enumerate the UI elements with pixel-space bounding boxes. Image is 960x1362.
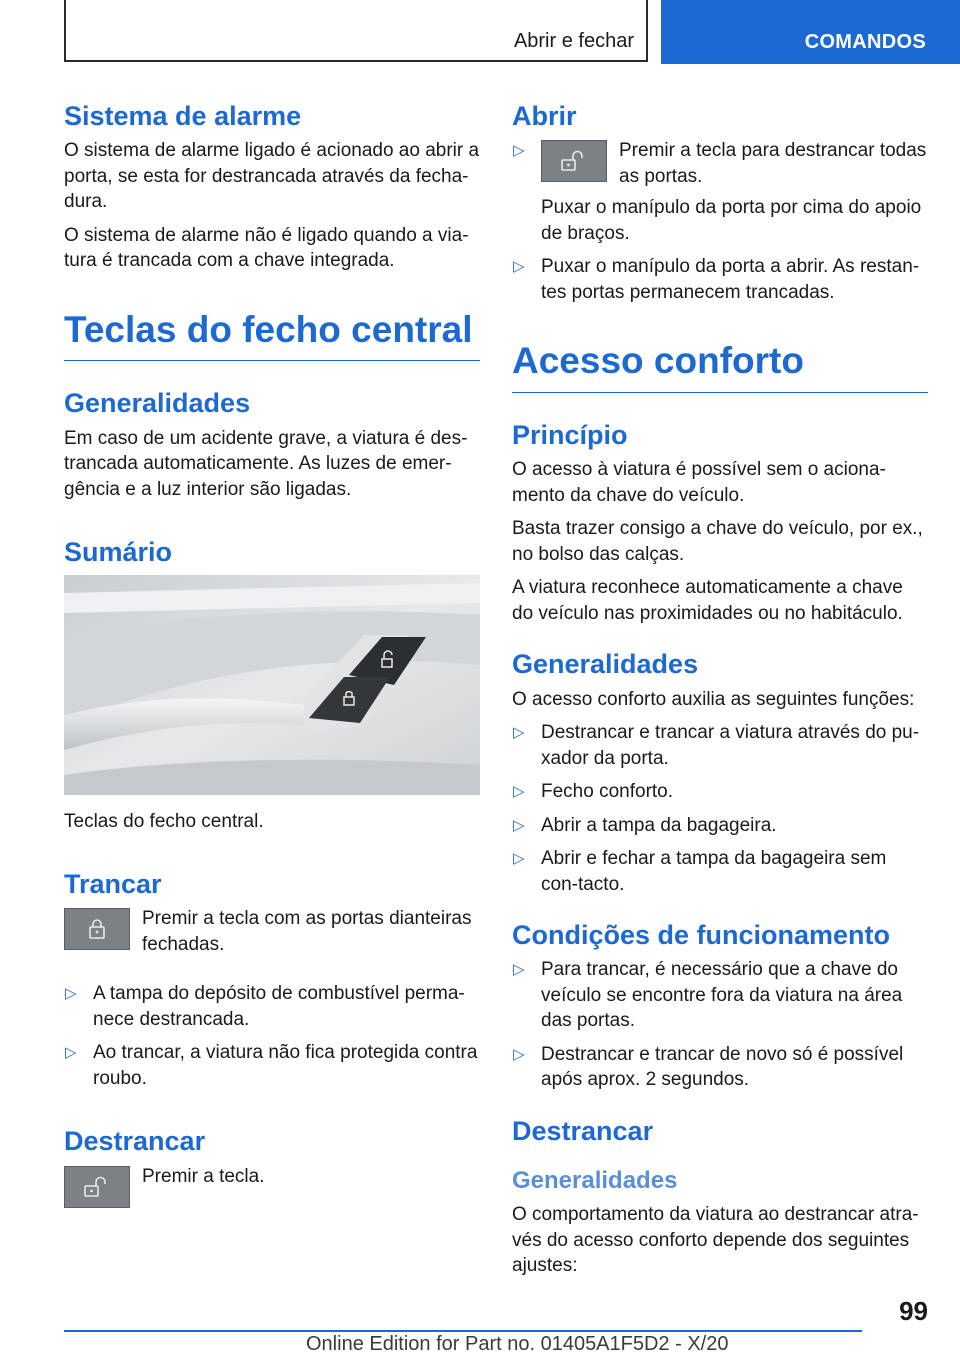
list-item: ▷ Para trancar, é necessário que a chave do veículo se encontre fora da viatura na área das portas. (513, 959, 903, 1032)
principle-paragraph-2: Basta trazer consigo a chave do veículo, por ex., no bolso das calças. (512, 518, 923, 565)
comfort-unlock-subheading: Generalidades (512, 1167, 678, 1195)
open-bullet-list (512, 138, 928, 305)
open-heading: Abrir (512, 101, 577, 131)
unlock-key-row (64, 1164, 480, 1208)
comfort-unlock-paragraph: O comportamento da viatura ao destrancar atra‐vés do acesso conforto depende dos seguintes ajustes: (512, 1204, 919, 1277)
conditions-bullet-list (512, 957, 928, 1093)
footer-divider (64, 1330, 862, 1332)
list-item: ▷ Fecho conforto. (512, 779, 928, 805)
comfort-general-paragraph: O acesso conforto auxilia as seguintes funções: (512, 688, 915, 710)
unlock-key-icon (541, 140, 607, 182)
list-item: ▷ Destrancar e trancar a viatura através do pu‐xador da porta. (513, 722, 920, 769)
bullet-icon: ▷ (513, 816, 525, 834)
bullet-icon: ▷ (65, 985, 77, 1003)
open-instruction: Premir a tecla para destrancar todas as portas. (619, 140, 927, 187)
list-item: ▷ Ao trancar, a viatura não fica protegida contra roubo. (65, 1042, 478, 1089)
alarm-heading: Sistema de alarme (64, 101, 302, 131)
header-chapter-tab (661, 0, 960, 64)
alarm-paragraph-1: O sistema de alarme ligado é acionado ao abrir a porta, se esta for destrancada através da fecha‐dura. (64, 140, 480, 213)
principle-paragraph-1: O acesso à viatura é possível sem o aciona‐mento da chave do veículo. (512, 459, 886, 506)
conditions-heading: Condições de funcionamento (512, 920, 891, 951)
edition-note: Online Edition for Part no. 01405A1F5D2 - X/20 (306, 1333, 729, 1355)
bullet-icon: ▷ (513, 850, 525, 868)
list-item: ▷ Abrir a tampa da bagageira. (512, 813, 928, 839)
right-column (512, 100, 928, 1287)
open-key-row (541, 138, 928, 189)
lock-icon (87, 918, 107, 940)
general-paragraph: Em caso de um acidente grave, a viatura é des‐trancada automaticamente. As luzes de emer‐gência e a luz interior são ligadas. (64, 427, 468, 500)
unlock-icon (560, 150, 588, 172)
unlock-icon (83, 1176, 111, 1198)
bullet-icon: ▷ (513, 961, 525, 979)
bullet-icon: ▷ (513, 724, 525, 742)
left-column (64, 100, 480, 1218)
summary-heading: Sumário (64, 537, 173, 568)
bullet-icon: ▷ (65, 1044, 77, 1062)
header-chapter-title: COMANDOS (804, 31, 926, 53)
principle-paragraph-3: A viatura reconhece automaticamente a chave do veículo nas proximidades ou no habitáculo. (512, 577, 903, 624)
bullet-icon: ▷ (513, 783, 525, 801)
page-number: 99 (899, 1296, 928, 1326)
unlock-key-icon (64, 1166, 130, 1208)
principle-heading: Princípio (512, 419, 628, 450)
bullet-icon: ▷ (513, 258, 525, 276)
lock-key-row (64, 906, 480, 957)
list-item: ▷ Puxar o manípulo da porta a abrir. As restan‐tes portas permanecem trancadas. (513, 256, 920, 303)
list-item: ▷ Abrir e fechar a tampa da bagageira sem con‐tacto. (513, 848, 887, 895)
list-item: ▷ A tampa do depósito de combustível perma‐nece destrancada. (65, 983, 465, 1030)
comfort-general-heading: Generalidades (512, 649, 699, 680)
bullet-icon: ▷ (513, 1045, 525, 1063)
bullet-icon: ▷ (513, 142, 525, 160)
list-item: ▷ Destrancar e trancar de novo só é possível após aprox. 2 segundos. (513, 1043, 904, 1091)
unlock-instruction: Premir a tecla. (142, 1165, 265, 1187)
lock-heading: Trancar (64, 869, 162, 900)
unlock-heading: Destrancar (64, 1126, 206, 1157)
list-item (512, 138, 928, 246)
central-locking-heading: Teclas do fecho central (64, 308, 480, 361)
header-section-box (64, 0, 648, 62)
lock-key-icon (64, 908, 130, 950)
comfort-bullet-list (512, 720, 928, 897)
header-section-title: Abrir e fechar (513, 30, 634, 52)
lock-bullet-list (64, 981, 480, 1091)
lock-instruction: Premir a tecla com as portas dianteiras fechadas. (142, 908, 472, 955)
image-caption: Teclas do fecho central. (64, 810, 264, 832)
alarm-paragraph-2: O sistema de alarme não é ligado quando a via‐tura é trancada com a chave integrada. (64, 224, 469, 272)
open-instruction-sub: Puxar o manípulo da porta por cima do apoio de braços. (541, 197, 922, 244)
general-heading: Generalidades (64, 388, 251, 419)
door-handle-photo (64, 575, 480, 795)
comfort-unlock-heading: Destrancar (512, 1115, 654, 1146)
comfort-access-heading: Acesso conforto (512, 339, 928, 392)
